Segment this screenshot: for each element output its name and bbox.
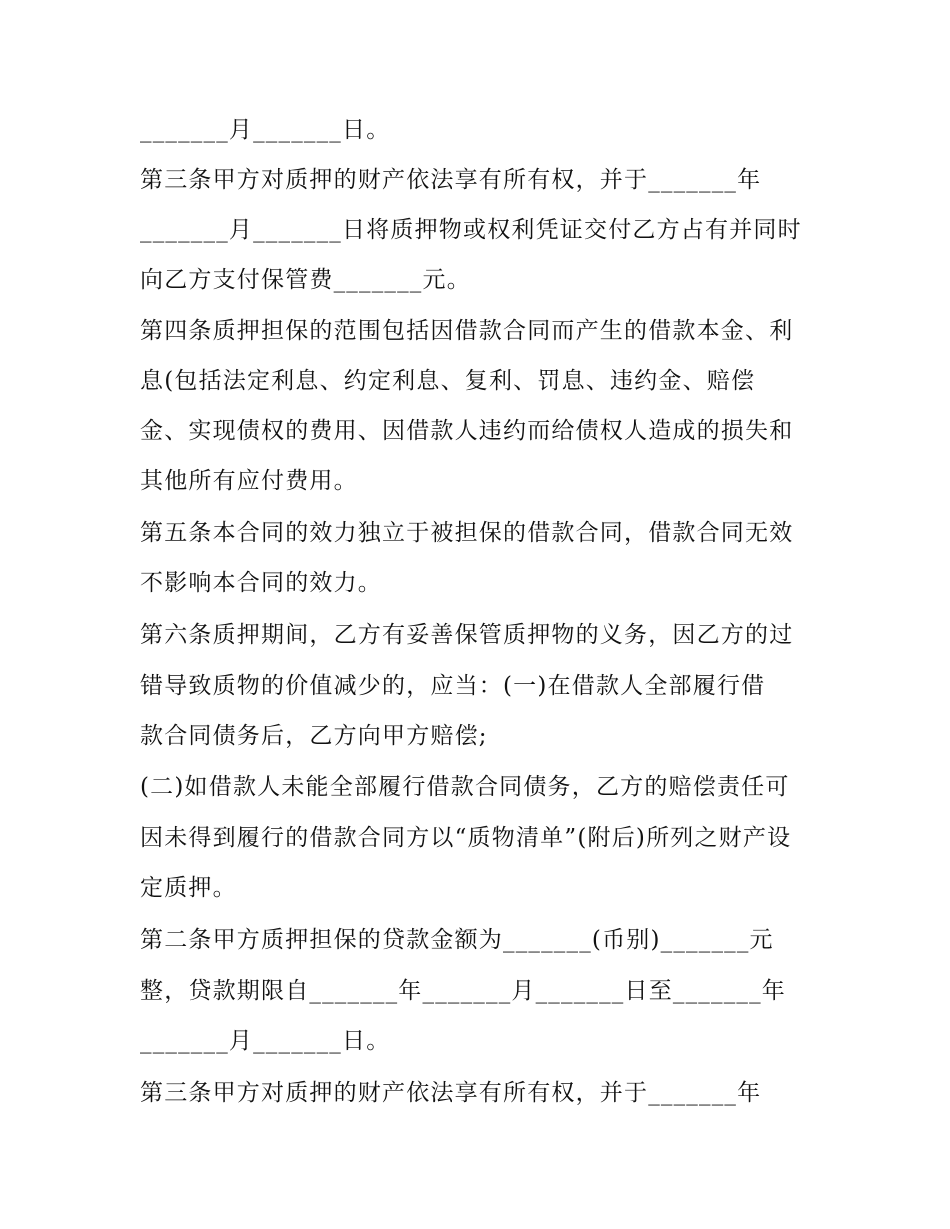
text-line: 定质押。 (140, 875, 237, 901)
text-line: 其他所有应付费用。 (140, 468, 358, 494)
text-line: 向乙方支付保管费_______元。 (140, 267, 471, 293)
text-line: _______月_______日。 (140, 117, 391, 143)
text-line: _______月_______日。 (140, 1028, 391, 1054)
text-line: 第六条质押期间，乙方有妥善保管质押物的义务，因乙方的过 (140, 622, 794, 648)
text-line: 息(包括法定利息、约定利息、复利、罚息、违约金、赔偿 (140, 368, 756, 394)
text-line: _______月_______日将质押物或权利凭证交付乙方占有并同时 (140, 217, 802, 243)
text-line: (二)如借款人未能全部履行借款合同债务，乙方的赔偿责任可 (140, 774, 790, 800)
text-line: 错导致质物的价值减少的，应当：(一)在借款人全部履行借 (140, 673, 766, 699)
text-line: 不影响本合同的效力。 (140, 570, 382, 596)
text-line: 因未得到履行的借款合同方以“质物清单”(附后)所列之财产设 (140, 825, 792, 851)
text-line: 第三条甲方对质押的财产依法享有所有权，并于_______年 (140, 167, 762, 193)
text-line: 金、实现债权的费用、因借款人违约而给债权人造成的损失和 (140, 418, 794, 444)
text-line: 第三条甲方对质押的财产依法享有所有权，并于_______年 (140, 1080, 762, 1106)
text-line: 第二条甲方质押担保的贷款金额为_______(币别)_______元 (140, 927, 774, 953)
text-line: 款合同债务后，乙方向甲方赔偿; (140, 723, 488, 749)
text-line: 整，贷款期限自_______年_______月_______日至_______年 (140, 978, 786, 1004)
text-line: 第四条质押担保的范围包括因借款合同而产生的借款本金、利 (140, 318, 794, 344)
text-line: 第五条本合同的效力独立于被担保的借款合同，借款合同无效 (140, 520, 794, 546)
